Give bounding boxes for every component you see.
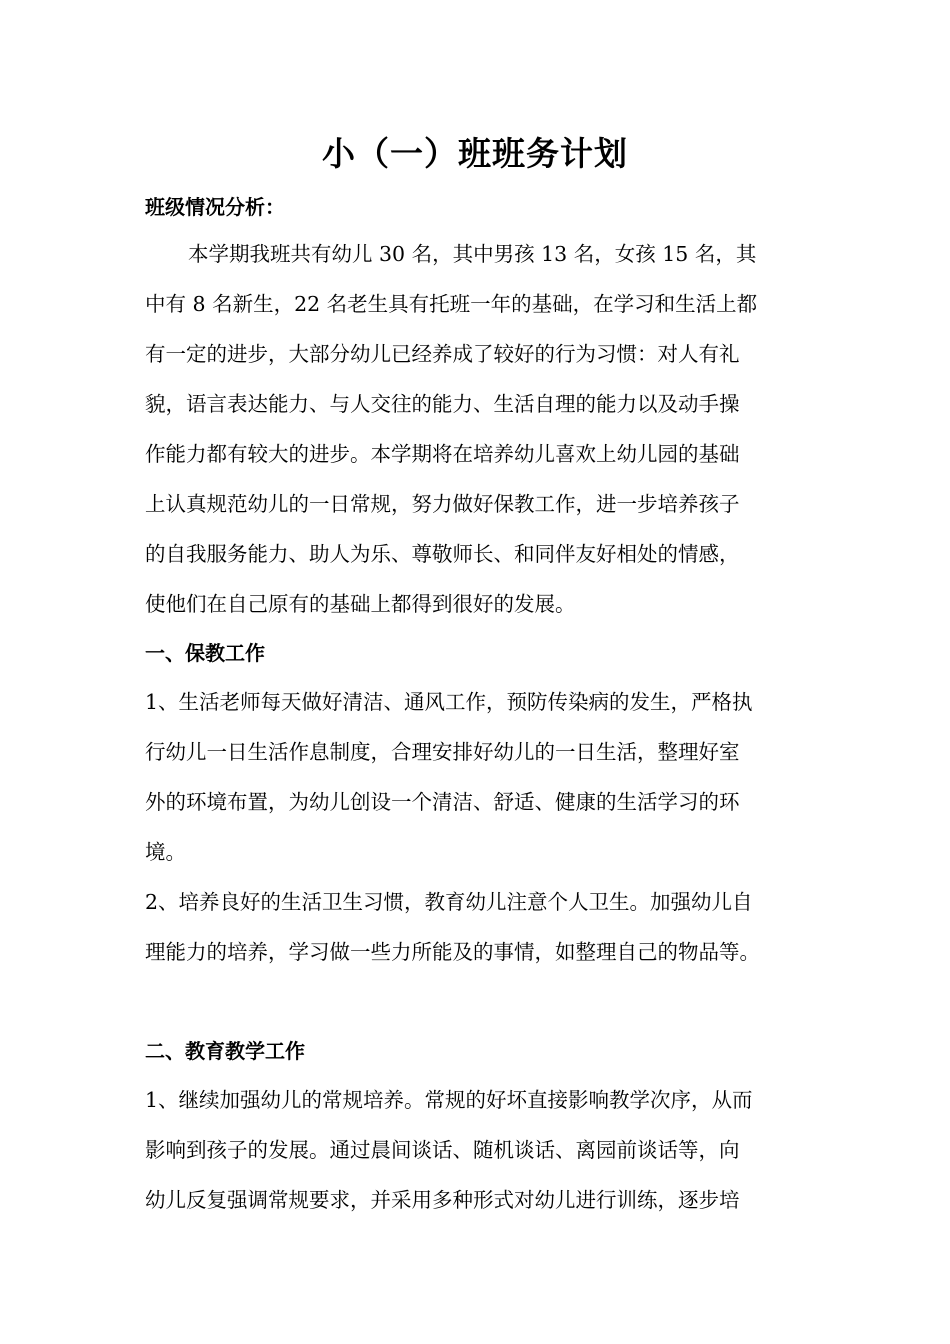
paragraph-line: 貌，语言表达能力、与人交往的能力、生活自理的能力以及动手操 [145,392,740,416]
paragraph-line: 中有 8 名新生，22 名老生具有托班一年的基础，在学习和生活上都 [145,292,758,316]
paragraph-line: 使他们在自己原有的基础上都得到很好的发展。 [145,592,576,616]
paragraph-line: 影响到孩子的发展。通过晨间谈话、随机谈话、离园前谈话等，向 [145,1138,740,1162]
paragraph-line: 作能力都有较大的进步。本学期将在培养幼儿喜欢上幼儿园的基础 [145,442,740,466]
section-heading-teaching: 二、教育教学工作 [145,1039,305,1063]
paragraph-line: 外的环境布置，为幼儿创设一个清洁、舒适、健康的生活学习的环 [145,790,740,814]
paragraph-line: 理能力的培养，学习做一些力所能及的事情，如整理自己的物品等。 [145,940,760,964]
paragraph-line: 1、继续加强幼儿的常规培养。常规的好坏直接影响教学次序，从而 [145,1088,753,1112]
paragraph-line: 本学期我班共有幼儿 30 名，其中男孩 13 名，女孩 15 名，其 [188,242,757,266]
section-heading-care: 一、保教工作 [145,641,265,665]
paragraph-line: 行幼儿一日生活作息制度，合理安排好幼儿的一日生活，整理好室 [145,740,740,764]
section-heading-analysis: 班级情况分析： [145,195,285,219]
paragraph-line: 境。 [145,840,186,864]
paragraph-line: 上认真规范幼儿的一日常规，努力做好保教工作，进一步培养孩子 [145,492,740,516]
paragraph-line: 有一定的进步，大部分幼儿已经养成了较好的行为习惯：对人有礼 [145,342,740,366]
document-title: 小（一）班班务计划 [322,134,628,173]
paragraph-line: 1、生活老师每天做好清洁、通风工作，预防传染病的发生，严格执 [145,690,753,714]
paragraph-line: 幼儿反复强调常规要求，并采用多种形式对幼儿进行训练，逐步培 [145,1188,740,1212]
paragraph-line: 2、培养良好的生活卫生习惯，教育幼儿注意个人卫生。加强幼儿自 [145,890,753,914]
paragraph-line: 的自我服务能力、助人为乐、尊敬师长、和同伴友好相处的情感， [145,542,740,566]
